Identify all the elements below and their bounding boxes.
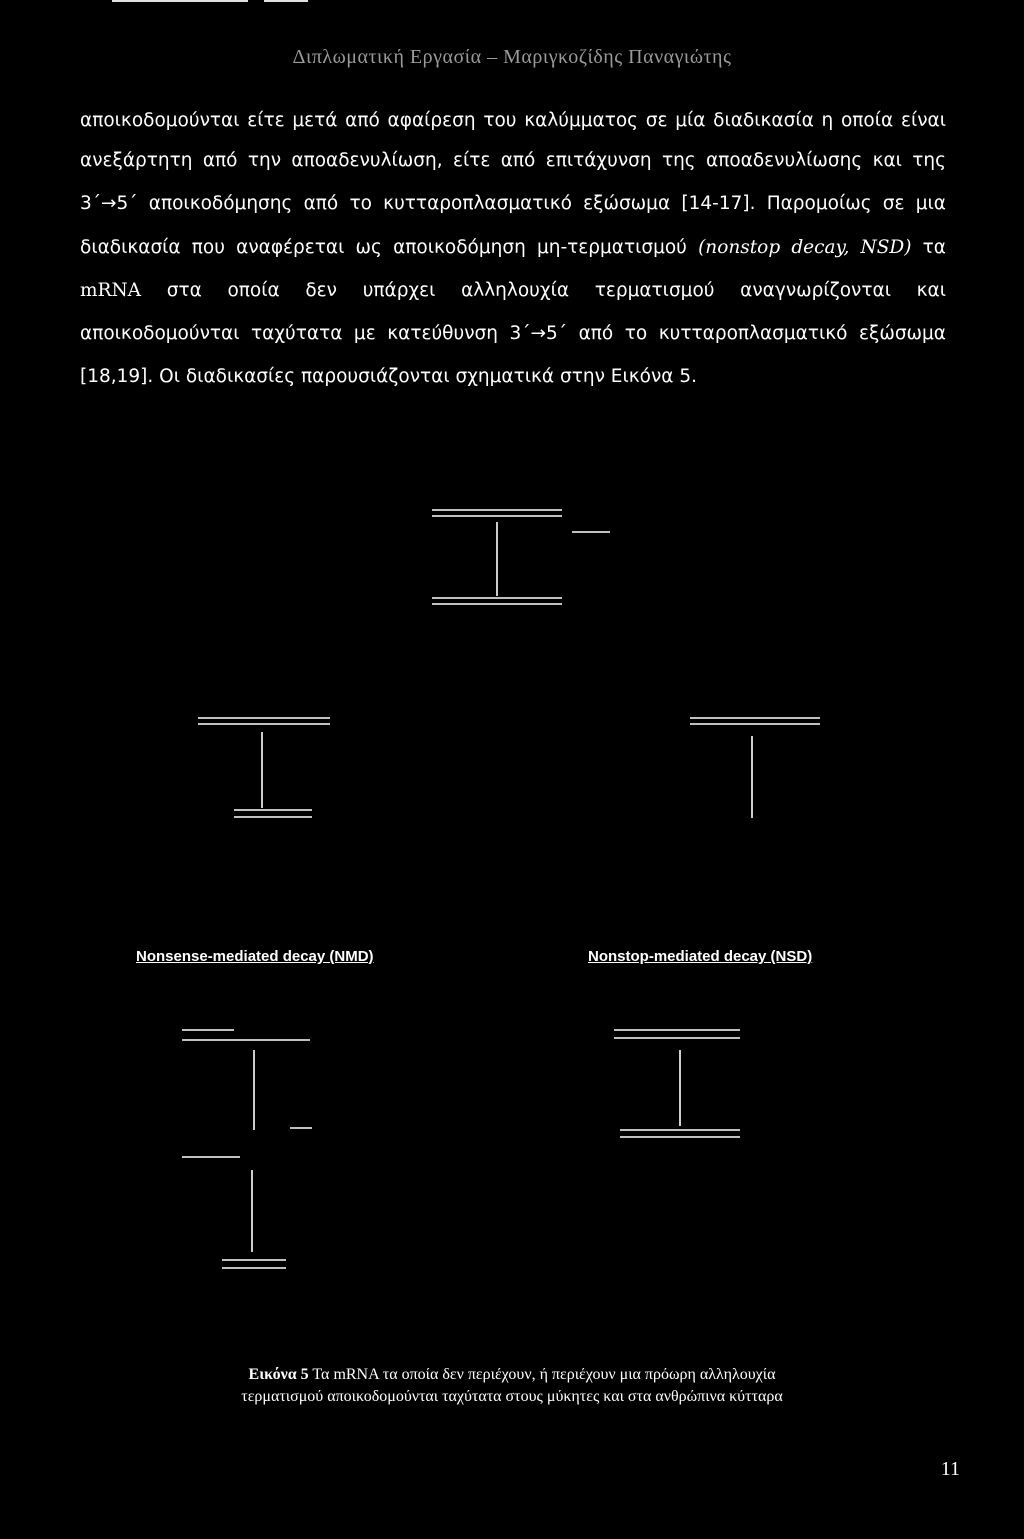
caption-line-1: [120, 1364, 904, 1386]
paragraph-line-2: ανεξάρτητη από την αποαδενυλίωση, είτε από επιτάχυνση της αποαδενυλίωσης και της: [80, 150, 946, 171]
diagram-top-shape: [432, 510, 610, 604]
page-number: 11: [940, 1458, 960, 1480]
paragraph-nsd-term: (nonstop decay, NSD): [698, 237, 912, 258]
paragraph-line-1: αποικοδομούνται είτε μετά από αφαίρεση του καλύμματος σε μία διαδικασία η οποία είναι: [80, 110, 946, 131]
caption-prefix: Εικόνα 5: [248, 1366, 309, 1383]
running-header: Διπλωματική Εργασία – Μαριγκοζίδης Παναγιώτης: [292, 46, 732, 68]
paragraph-line-3: 3΄→5΄ αποικοδόμησης από το κυτταροπλασματικό εξώσωμα [14-17]. Παρομοίως σε μια: [80, 193, 946, 214]
diagram-nsd-lower-shape: [614, 1030, 740, 1137]
paragraph-mrna-term: mRNA: [80, 280, 142, 301]
paragraph-line-4-text: διαδικασία που αναφέρεται ως αποικοδόμηση μη-τερματισμού: [80, 237, 687, 258]
diagram-nmd-lower-shape: [182, 1030, 312, 1268]
paragraph-line-5-text: στα οποία δεν υπάρχει αλληλουχία τερματισμού αναγνωρίζονται και: [166, 280, 946, 301]
caption-line-2: τερματισμού αποικοδομούνται ταχύτατα στους μύκητες και στα ανθρώπινα κύτταρα: [241, 1388, 783, 1405]
diagram-nmd-upper-shape: [198, 718, 330, 817]
caption-line-1-text: Τα mRNA τα οποία δεν περιέχουν, ή περιέχουν μια πρόωρη αλληλουχία: [308, 1366, 776, 1383]
figure-caption: [120, 1364, 904, 1408]
paragraph-line-4-end: τα: [922, 237, 946, 258]
diagram-nsd-upper-shape: [690, 718, 820, 818]
figure-label-nmd: Nonsense-mediated decay (NMD): [136, 948, 374, 965]
paragraph-line-7: [18,19]. Οι διαδικασίες παρουσιάζονται σχηματικά στην Εικόνα 5.: [80, 366, 698, 387]
figure-label-nsd: Nonstop-mediated decay (NSD): [588, 948, 813, 965]
paragraph-line-6: αποικοδομούνται ταχύτατα με κατεύθυνση 3΄→5΄ από το κυτταροπλασματικό εξώσωμα: [80, 323, 946, 344]
